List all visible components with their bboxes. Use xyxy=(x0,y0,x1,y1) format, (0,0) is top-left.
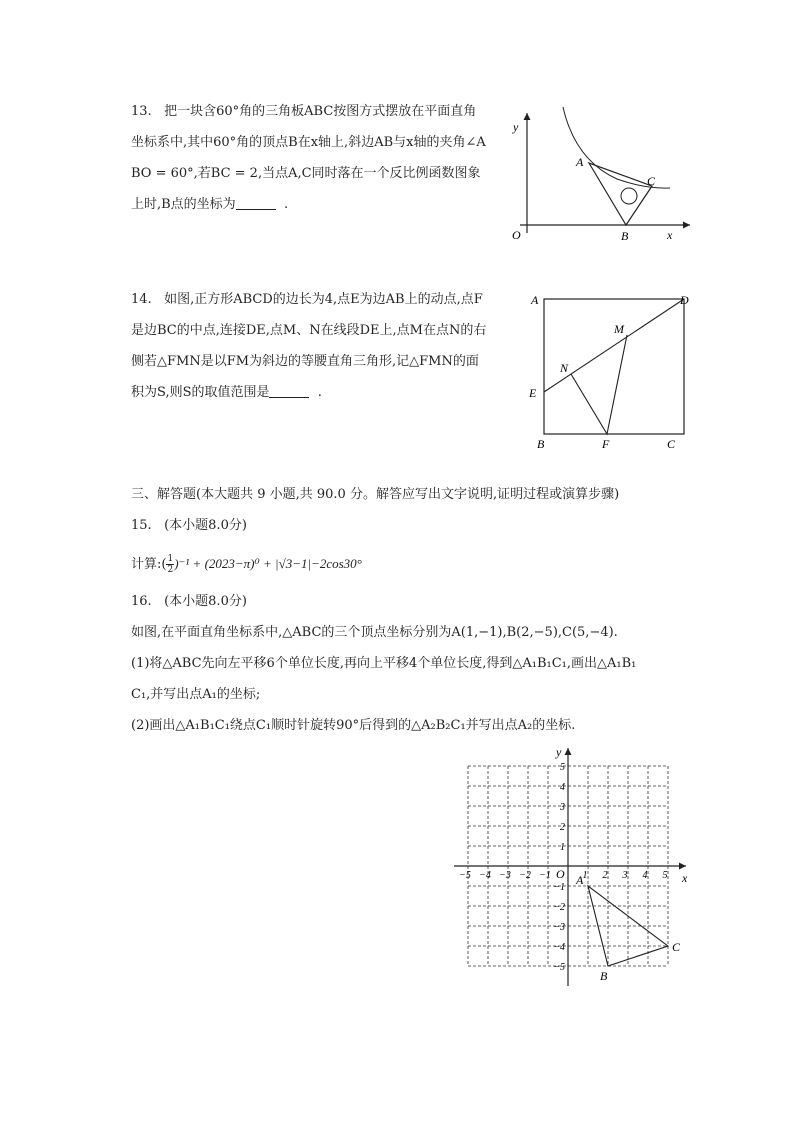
triangle-fmn xyxy=(571,335,627,434)
x-tick-label: −4 xyxy=(479,870,491,881)
fig13-y-label: y xyxy=(513,120,519,134)
q14-end: . xyxy=(317,385,322,400)
point-b-label: B xyxy=(600,969,608,983)
q15-number: 15. xyxy=(131,518,152,533)
q14-line4 xyxy=(131,384,322,402)
fig14-a-label: A xyxy=(531,293,539,307)
q14-text-4: 积为S,则S的取值范围是 xyxy=(131,385,270,400)
fig14-n-label: N xyxy=(560,361,569,375)
q13-line1 xyxy=(131,103,476,121)
q15-score: (本小题8.0分) xyxy=(164,518,247,533)
q16-number: 16. xyxy=(131,594,152,609)
fig14-b-label: B xyxy=(537,437,545,451)
y-tick-label: 3 xyxy=(560,802,565,813)
q16-coordinate-grid xyxy=(448,738,703,988)
q16-header xyxy=(131,593,247,611)
q15-frac-num: 1 xyxy=(167,554,174,564)
q13-text-1: 把一块含60°角的三角板ABC按图方式摆放在平面直角 xyxy=(164,104,477,119)
x-tick-label: −1 xyxy=(539,870,551,881)
point-a-label: A xyxy=(576,873,584,887)
fig14-d-label: D xyxy=(680,293,689,307)
point-c-label: C xyxy=(672,940,681,954)
q15-expr-rest: )⁻¹ + (2023−π)⁰ + |√3−1|−2cos30° xyxy=(174,556,362,571)
y-tick-label: 1 xyxy=(560,842,565,853)
q16-part1-line2: C₁,并写出点A₁的坐标; xyxy=(131,687,261,702)
x-tick-label: 1 xyxy=(582,870,588,881)
grid-y-label: y xyxy=(556,745,562,759)
y-tick-label: −4 xyxy=(553,942,565,953)
q15-label: 计算: xyxy=(131,557,162,572)
grid-origin-label: O xyxy=(556,867,565,881)
q15-frac-den: 2 xyxy=(167,565,174,575)
x-tick-label: −3 xyxy=(499,870,511,881)
grid-x-label: x xyxy=(682,871,688,885)
q13-figure xyxy=(505,105,700,245)
q15-expression xyxy=(131,554,362,575)
q14-figure xyxy=(522,288,702,453)
q13-text-3: BO = 60°,若BC = 2,当点A,C同时落在一个反比例函数图象 xyxy=(131,166,481,181)
q15-paren-open: ( xyxy=(161,557,167,572)
q14-line1 xyxy=(131,291,483,309)
y-tick-label: 4 xyxy=(560,782,565,793)
fig14-c-label: C xyxy=(667,437,676,451)
x-tick-label: 2 xyxy=(602,870,608,881)
y-tick-label: −5 xyxy=(553,962,565,973)
q15-header xyxy=(131,517,247,535)
triangle-abc xyxy=(589,163,652,225)
x-tick-label: 3 xyxy=(622,870,628,881)
fig13-a-label: A xyxy=(576,155,584,169)
q13-end: . xyxy=(283,197,289,212)
x-tick-label: 5 xyxy=(662,870,668,881)
q16-part2: (2)画出△A₁B₁C₁绕点C₁顺时针旋转90°后得到的△A₂B₂C₁并写出点A₂的坐标. xyxy=(131,718,576,733)
y-tick-label: 5 xyxy=(560,762,565,773)
q14-text-1: 如图,正方形ABCD的边长为4,点E为边AB上的动点,点F xyxy=(164,292,483,307)
x-tick-label: −5 xyxy=(459,870,471,881)
q16-intro: 如图,在平面直角坐标系中,△ABC的三个顶点坐标分别为A(1,−1),B(2,−5),C(5,−4). xyxy=(131,625,618,640)
y-tick-label: −1 xyxy=(553,882,565,893)
q14-text-3: 侧若△FMN是以FM为斜边的等腰直角三角形,记△FMN的面 xyxy=(131,354,479,369)
q13-text-4: 上时,B点的坐标为 xyxy=(131,197,236,212)
y-tick-label: −3 xyxy=(553,922,565,933)
answer-blank[interactable] xyxy=(236,196,276,210)
q13-text-2: 坐标系中,其中60°角的顶点B在x轴上,斜边AB与x轴的夹角∠A xyxy=(131,135,486,150)
q14-text-2: 是边BC的中点,连接DE,点M、N在线段DE上,点M在点N的右 xyxy=(131,323,487,338)
y-tick-label: −2 xyxy=(553,902,565,913)
y-tick-label: 2 xyxy=(560,822,565,833)
fig13-b-label: B xyxy=(621,229,629,243)
fig13-o-label: O xyxy=(512,228,521,242)
fig14-m-label: M xyxy=(614,322,624,336)
fig13-c-label: C xyxy=(647,174,656,188)
section-3-title: 三、解答题(本大题共 9 小题,共 90.0 分。解答应写出文字说明,证明过程或演算步骤) xyxy=(131,487,620,502)
q13-number: 13. xyxy=(131,104,152,119)
q14-number: 14. xyxy=(131,292,152,307)
fig14-e-label: E xyxy=(529,386,537,400)
answer-blank[interactable] xyxy=(269,384,309,398)
segment-de xyxy=(544,299,684,392)
q13-line4 xyxy=(131,196,288,214)
fig13-x-label: x xyxy=(667,228,673,242)
x-tick-label: −2 xyxy=(519,870,531,881)
triangle-hole xyxy=(621,188,637,204)
q16-part1-line1: (1)将△ABC先向左平移6个单位长度,再向上平移4个单位长度,得到△A₁B₁C₁,画出△A₁B₁ xyxy=(131,656,637,671)
x-tick-label: 4 xyxy=(642,870,648,881)
fig14-f-label: F xyxy=(602,437,610,451)
q16-score: (本小题8.0分) xyxy=(164,594,247,609)
